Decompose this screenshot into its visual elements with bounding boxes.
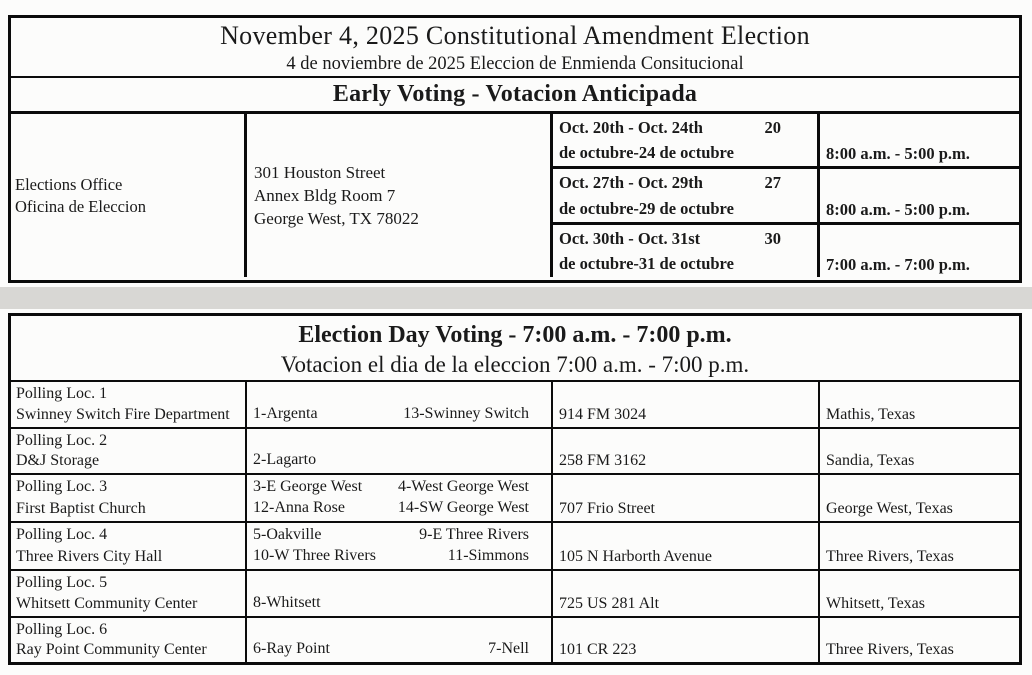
precinct-line [253, 476, 529, 497]
precinct-right: 9-E Three Rivers [419, 526, 529, 543]
precincts-cell [247, 382, 553, 427]
precincts-cell [247, 571, 553, 616]
polling-location-number: Polling Loc. 5 [16, 574, 108, 591]
polling-location-row [11, 571, 1019, 618]
street-address-cell: 101 CR 223 [553, 618, 820, 663]
location-name-cell [11, 571, 247, 616]
office-name-en: Elections Office [15, 174, 123, 194]
dates-line-en [559, 172, 811, 193]
address-city: George West, TX 78022 [254, 209, 419, 228]
election-day-table [8, 313, 1022, 665]
polling-location-row [11, 523, 1019, 571]
early-voting-row [553, 169, 1019, 224]
hours-cell [820, 114, 1019, 166]
hours-value: 8:00 a.m. - 5:00 p.m. [826, 144, 970, 164]
address-building: Annex Bldg Room 7 [254, 186, 396, 205]
polling-location-name: Swinney Switch Fire Department [16, 405, 230, 423]
document-title: November 4, 2025 Constitutional Amendment Election [220, 21, 810, 50]
elections-office-cell [11, 114, 247, 277]
dates-spanish: de octubre-31 de octubre [559, 253, 734, 273]
street-address-cell: 258 FM 3162 [553, 429, 820, 474]
election-day-header-block [11, 316, 1019, 382]
street-address-cell: 707 Frio Street [553, 475, 820, 521]
polling-location-name: First Baptist Church [16, 500, 146, 517]
precinct-line [253, 545, 529, 566]
dates-cell [553, 225, 820, 277]
hours-value: 7:00 a.m. - 7:00 p.m. [826, 254, 970, 274]
dates-start-day-number: 30 [764, 228, 781, 248]
precinct-line [253, 497, 529, 518]
separator-band [0, 287, 1032, 309]
location-name-cell [11, 618, 247, 663]
document-title-block [11, 18, 1019, 78]
dates-cell [553, 114, 820, 166]
dates-start-day-number: 20 [764, 118, 781, 137]
location-name-cell [11, 382, 247, 427]
dates-line-en [559, 117, 811, 138]
polling-location-number: Polling Loc. 3 [16, 478, 108, 495]
precinct-line [253, 638, 529, 659]
precinct-right: 13-Swinney Switch [403, 404, 529, 422]
early-voting-body [11, 114, 1019, 277]
precinct-left: 3-E George West [253, 478, 363, 495]
office-address-cell [247, 114, 553, 277]
street-address-cell: 725 US 281 Alt [553, 571, 820, 616]
dates-start-day-number: 27 [764, 173, 781, 193]
polling-locations-list [11, 382, 1019, 662]
street-address-cell: 914 FM 3024 [553, 382, 820, 427]
dates-spanish: de octubre-24 de octubre [559, 143, 734, 163]
polling-location-name: Ray Point Community Center [16, 641, 207, 658]
hours-cell [820, 225, 1019, 277]
precinct-left: 1-Argenta [253, 404, 318, 422]
election-day-header-es: Votacion el dia de la eleccion 7:00 a.m. - 7:00 p.m. [280, 352, 750, 377]
early-voting-row [553, 114, 1019, 169]
precinct-right: 11-Simmons [447, 547, 529, 564]
polling-location-name: D&J Storage [16, 452, 100, 469]
city-cell: Three Rivers, Texas [826, 548, 954, 565]
precinct-right: 7-Nell [488, 640, 529, 657]
precinct-right: 4-West George West [397, 478, 529, 495]
dates-english: Oct. 27th - Oct. 29th [559, 173, 703, 193]
precincts-cell [247, 475, 553, 521]
precincts-cell [247, 523, 553, 569]
early-voting-header: Early Voting - Votacion Anticipada [11, 78, 1019, 114]
polling-location-number: Polling Loc. 4 [16, 526, 108, 543]
precinct-line [253, 524, 529, 545]
precinct-line [253, 403, 529, 424]
precinct-left: 12-Anna Rose [253, 499, 345, 516]
street-address-cell: 105 N Harborth Avenue [553, 523, 820, 569]
precinct-left: 5-Oakville [253, 526, 322, 543]
polling-location-number: Polling Loc. 6 [16, 620, 108, 638]
polling-location-row [11, 475, 1019, 523]
polling-location-row [11, 429, 1019, 476]
dates-cell [553, 169, 820, 221]
city-cell: Sandia, Texas [826, 452, 915, 469]
dates-spanish: de octubre-29 de octubre [559, 198, 734, 218]
polling-location-name: Whitsett Community Center [16, 594, 198, 612]
polling-location-number: Polling Loc. 1 [16, 385, 108, 402]
polling-location-row [11, 618, 1019, 663]
address-street: 301 Houston Street [254, 163, 386, 182]
precincts-cell [247, 618, 553, 663]
precinct-right: 14-SW George West [397, 499, 529, 516]
location-name-cell [11, 429, 247, 474]
city-cell: Mathis, Texas [826, 405, 916, 423]
precinct-left: 10-W Three Rivers [253, 547, 376, 564]
location-name-cell [11, 475, 247, 521]
polling-location-row [11, 382, 1019, 429]
office-name-es: Oficina de Eleccion [15, 196, 147, 216]
early-voting-table [8, 15, 1022, 283]
polling-location-number: Polling Loc. 2 [16, 431, 108, 449]
early-voting-row [553, 225, 1019, 277]
early-voting-schedule [553, 114, 1019, 277]
city-cell: Three Rivers, Texas [826, 641, 954, 658]
precinct-line [253, 449, 529, 470]
document-subtitle: 4 de noviembre de 2025 Eleccion de Enmienda Consitucional [286, 54, 744, 74]
dates-english: Oct. 30th - Oct. 31st [559, 228, 701, 248]
city-cell: Whitsett, Texas [826, 594, 926, 612]
election-day-header-en: Election Day Voting - 7:00 a.m. - 7:00 p.m. [298, 322, 732, 348]
hours-cell [820, 169, 1019, 221]
precinct-left: 2-Lagarto [253, 451, 317, 468]
polling-location-name: Three Rivers City Hall [16, 548, 163, 565]
location-name-cell [11, 523, 247, 569]
precinct-left: 8-Whitsett [253, 593, 321, 611]
precincts-cell [247, 429, 553, 474]
hours-value: 8:00 a.m. - 5:00 p.m. [826, 199, 970, 219]
dates-english: Oct. 20th - Oct. 24th [559, 118, 703, 137]
city-cell: George West, Texas [826, 500, 953, 517]
dates-line-en [559, 228, 811, 249]
precinct-left: 6-Ray Point [253, 640, 330, 657]
precinct-line [253, 592, 529, 613]
